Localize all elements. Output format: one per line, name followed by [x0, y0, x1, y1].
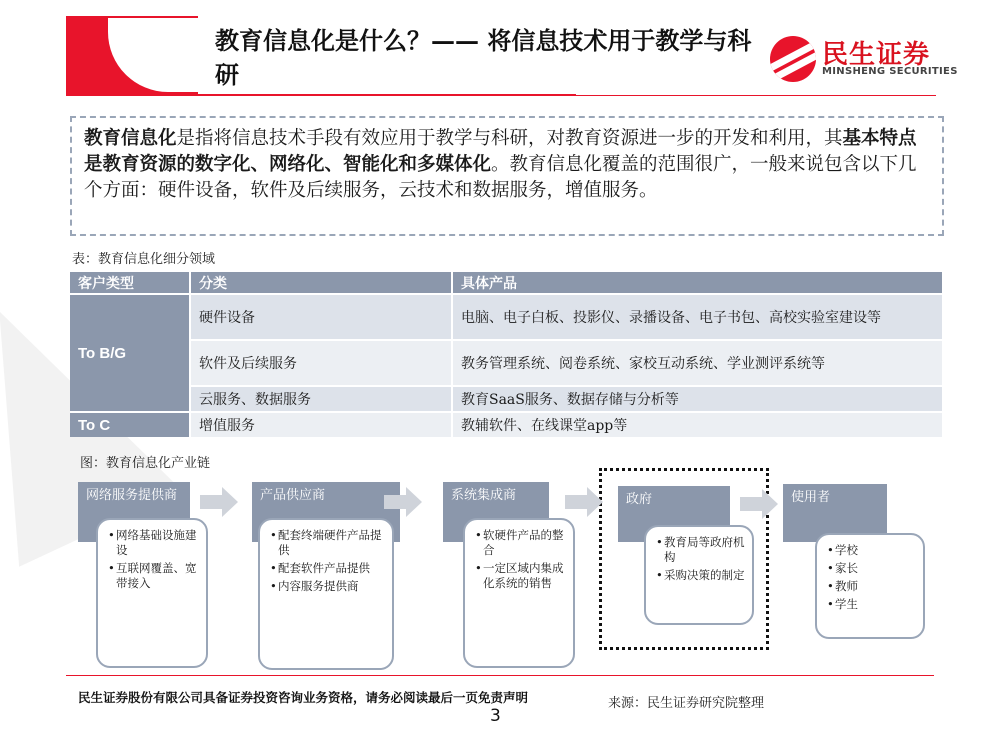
page-number: 3	[490, 706, 501, 726]
table-row	[70, 412, 943, 437]
chain-node-network-provider: 网络服务提供商	[78, 482, 190, 542]
cell-products: 电脑、电子白板、投影仪、录播设备、电子书包、高校实验室建设等	[452, 294, 943, 340]
list-item: • 配套终端硬件产品提供	[270, 528, 386, 558]
list-item: • 教育局等政府机构	[656, 535, 746, 565]
list-item: • 网络基础设施建设	[108, 528, 200, 558]
table-row	[70, 386, 943, 412]
table-caption: 表：教育信息化细分领域	[72, 252, 216, 267]
list-item: • 教师	[827, 579, 917, 594]
cell-category: 软件及后续服务	[190, 340, 452, 386]
chain-node-users: 使用者	[783, 484, 887, 542]
logo-text-en: MINSHENG SECURITIES	[822, 66, 958, 77]
chain-card-product-supplier	[258, 518, 394, 670]
cell-products: 教育SaaS服务、数据存储与分析等	[452, 386, 943, 412]
chain-card-system-integrator	[463, 518, 575, 668]
disclaimer-text: 民生证券股份有限公司具备证券投资咨询业务资格，请务必阅读最后一页免责声明	[78, 690, 529, 705]
table-row	[70, 340, 943, 386]
chain-card-government	[644, 525, 754, 625]
intro-key-features: 基本特点是教育资源的数字化、网络化、智能化和多媒体化	[84, 128, 917, 175]
page-title: 教育信息化是什么？—— 将信息技术用于教学与科研	[215, 26, 752, 89]
list-item: • 软硬件产品的整合	[475, 528, 567, 558]
list-item: • 采购决策的制定	[656, 568, 746, 583]
intro-term: 教育信息化	[84, 128, 177, 149]
intro-text-1: 是指将信息技术手段有效应用于教学与科研，对教育资源进一步的开发和利用，其	[176, 128, 843, 149]
list-item: • 家长	[827, 561, 917, 576]
header-customer-type: 客户类型	[70, 272, 190, 294]
list-item: • 配套软件产品提供	[270, 561, 386, 576]
chain-node-product-supplier: 产品供应商	[252, 482, 400, 542]
list-item: • 互联网覆盖、宽带接入	[108, 561, 200, 591]
cell-category: 增值服务	[190, 412, 452, 437]
chain-card-users	[815, 533, 925, 639]
cell-category: 硬件设备	[190, 294, 452, 340]
segment-table	[70, 272, 944, 437]
group-to-c: To C	[70, 412, 190, 437]
source-note: 来源：民生证券研究院整理	[608, 696, 765, 711]
chain-card-network-provider	[96, 518, 208, 668]
list-item: • 学生	[827, 597, 917, 612]
list-item: • 学校	[827, 543, 917, 558]
chain-node-system-integrator: 系统集成商	[443, 482, 549, 542]
flow-arrow-icon	[384, 487, 422, 517]
header-products: 具体产品	[452, 272, 943, 294]
header-rule-thin	[576, 95, 936, 96]
cell-category: 云服务、数据服务	[190, 386, 452, 412]
cell-products: 教务管理系统、阅卷系统、家校互动系统、学业测评系统等	[452, 340, 943, 386]
flow-arrow-icon	[740, 489, 778, 519]
chain-node-government: 政府	[618, 486, 730, 542]
list-item: • 内容服务提供商	[270, 579, 386, 594]
flow-arrow-icon	[200, 487, 238, 517]
intro-box	[70, 116, 944, 236]
flow-arrow-icon	[565, 487, 603, 517]
list-item: • 一定区域内集成化系统的销售	[475, 561, 567, 591]
table-row	[70, 294, 943, 340]
figure-caption: 图：教育信息化产业链	[80, 456, 211, 471]
cell-products: 教辅软件、在线课堂app等	[452, 412, 943, 437]
header-category: 分类	[190, 272, 452, 294]
minsheng-logo-icon	[770, 36, 816, 82]
table-header-row	[70, 272, 943, 294]
intro-text-2: 。教育信息化覆盖的范围很广，一般来说包含以下几个方面：硬件设备，软件及后续服务，云技术和数据服务，增值服务。	[84, 154, 917, 201]
footer-rule	[66, 675, 934, 676]
group-to-bg: To B/G	[70, 294, 190, 412]
logo-text-cn: 民生证券	[822, 40, 931, 70]
header-rule	[66, 94, 576, 96]
